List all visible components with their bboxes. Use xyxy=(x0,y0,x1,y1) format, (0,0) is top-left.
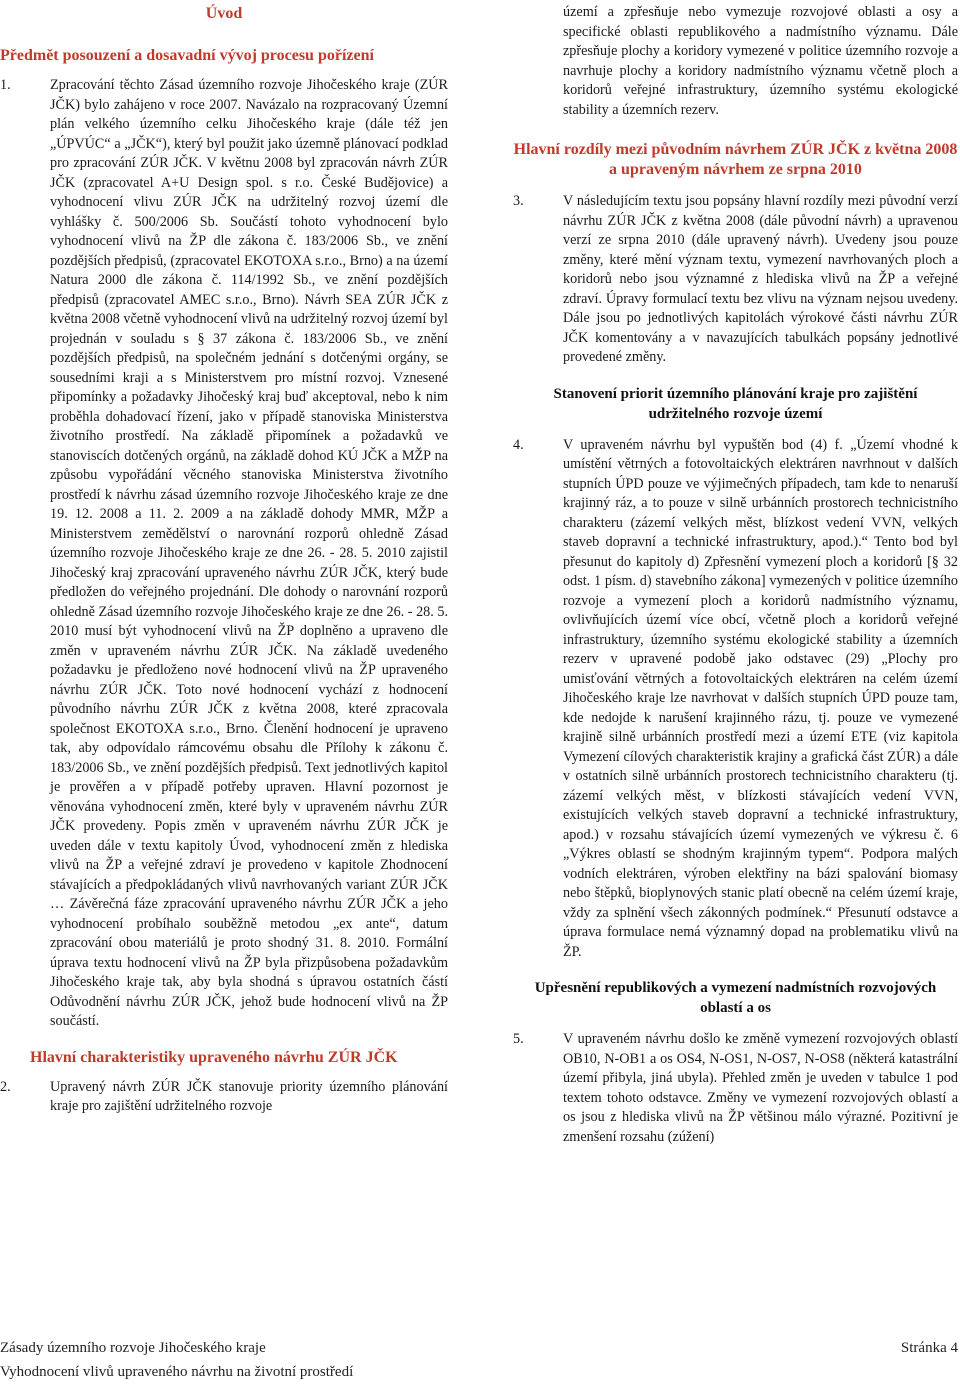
page-footer-subtitle xyxy=(0,1364,958,1381)
paragraph-text: V upraveném návrhu byl vypuštěn bod (4) f. „Území vhodné k umístění větrných a fotovoltaických elektráren navrhnout v dalších stupních ÚPD pouze ve výjimečných případech, tam kde to nenaruší krajinný ráz, a to pouze v silně urbánních prostorech technicistního charakteru (zázemí velkých měst, blízkost vedení VVN, velkých staveb dopravní a technické infrastruktury, apod.).“ Tento bod byl přesunut do kapitoly d) Zpřesnění vymezení ploch a koridorů [§ 32 odst. 1 písm. d) stavebního zákona] vymezených v politice územního rozvoje a vymezení ploch a koridorů nadmístního významu, ovlivňujících území více obcí, včetně ploch a koridorů veřejné infrastruktury, územního systému ekologické stability a územních rezerv v upravené podobě jako odstavec (29) „Plochy pro umisťování větrných a fotovoltaických elektráren na celém území Jihočeského kraje lze navrhovat v dalších stupních ÚPD pouze tam, kde nedojde k narušení krajinného rázu, tj. pouze ve vymezené krajině silně urbánních prostředí mezi a území ETE (viz kapitola Vymezení cílových charakteristik krajiny a grafická část ZÚR) a dále v ostatních silně urbánních prostorech technicistního charakteru (tj. zázemí velkých měst, v blízkosti stávajících vedení VVN, existujících velkých staveb dopravní a technické infrastruktury, apod.) v rozsahu stávajících území vymezených ve výkresu č. 6 „Výkres oblastí se shodným krajinným typem“. Podpora malých vodních elektráren, výroben elektřiny na bázi spalování biomasy nebo štěpků, bioplynových stanic platí obecně na celém území kraje, vždy za splnění všech zákonných podmínek.“ Přesunutí odstavce a úprava formulace nemá významný dopad na problematiku vlivů na ŽP. xyxy=(563,436,958,960)
paragraph-1 xyxy=(0,76,448,1032)
right-column xyxy=(513,0,958,1147)
paragraph-number: 2. xyxy=(0,1078,11,1095)
paragraph-number: 4. xyxy=(513,436,524,453)
paragraph-number: 5. xyxy=(513,1031,524,1047)
section-heading-differences: Hlavní rozdíly mezi původním návrhem ZÚR JČK z května 2008 a upraveným návrhem ze srpna 2010 xyxy=(513,141,958,178)
section-heading-characteristics: Hlavní charakteristiky upraveného návrhu ZÚR JČK xyxy=(30,1048,398,1066)
paragraph-5 xyxy=(513,1030,958,1147)
section-heading-subject: Předmět posouzení a dosavadní vývoj procesu pořízení xyxy=(0,47,374,64)
section-heading-development-areas: Upřesnění republikových a vymezení nadmístních rozvojových oblastí a os xyxy=(534,980,937,1016)
paragraph-number: 1. xyxy=(0,77,11,93)
footer-document-title: Zásady územního rozvoje Jihočeského kraje xyxy=(0,1340,266,1356)
paragraph-3 xyxy=(513,192,958,368)
page-number: Stránka 4 xyxy=(900,1340,958,1356)
paragraph-4 xyxy=(513,436,958,963)
paragraph-text: Zpracování těchto Zásad územního rozvoje Jihočeského kraje (ZÚR JČK) bylo zahájeno v roce 2007. Navázalo na rozpracovaný Územní plán velkého územního celku Jihočeského kraje (dále též jen „ÚPVÚC“ a „JČK“), který byl použit jako územně plánovací podklad pro zpracování ZÚR JČK. V květnu 2008 byl zpracován návrh ZÚR JČK (zpracovatel A+U Design spol. s r.o. České Budějovice) a vyhodnocení vlivu ZÚR JČK na udržitelný rozvoj území dle vyhlášky č. 500/2006 Sb. Součástí tohoto vyhodnocení bylo vyhodnocení vlivů na ŽP dle zákona č. 183/2006 Sb., ve znění pozdějších předpisů, (zpracovatel EKOTOXA s.r.o., Brno) a na území Natura 2000 dle zákona č. 114/1992 Sb., ve znění pozdějších předpisů (zpracovatel AMEC s.r.o., Brno). Návrh SEA ZÚR JČK z května 2008 včetně vyhodnocení vlivů na udržitelný rozvoj území byl projednán v souladu s § 37 zákona č. 183/2006 Sb., ve znění pozdějších předpisů, na společném jednání s dotčenými orgány, se sousedními kraji a s Ministerstvem pro místní rozvoj. Vznesené připomínky a požadavky Jihočeský kraj buď akceptoval, nebo k nim proběhla dohadovací řízení, jako v případě stanoviska Ministerstva životního prostředí. Na základě připomínek a požadavků ve stanoviscích dotčených orgánů, na základě dohod KÚ JČK a MŽP na způsobu vypořádání věcného stanoviska Ministerstva životního prostředí k návrhu zásad územního rozvoje Jihočeského kraje ze dne 19. 12. 2008 a 11. 2. 2009 a na základě dohody MMR, MŽP a Ministerstvem zemědělství o narovnání rozporů ohledně Zásad územního rozvoje Jihočeského kraje ze dne 26. - 28. 5. 2010 zajistil Jihočeský kraj zpracování upraveného návrhu ZÚR JČK, který bude předložen do veřejného projednání. Dle dohody o narovnání rozporů ohledně Zásad územního rozvoje Jihočeského kraje ze dne 26. - 28. 5. 2010 musí být vyhodnocení vlivů na ŽP doplněno a upraveno dle změn v upraveném návrhu ZÚR JČK. Na základě uvedeného požadavku je předloženo nové hodnocení vlivů na ŽP upraveného návrhu ZÚR JČK. Toto nové hodnocení vychází z hodnocení původního návrhu ZÚR JČK z května 2008, které zpracovala společnost EKOTOXA s.r.o., Brno. Členění hodnocení je upraveno tak, aby odpovídalo rámcovému obsahu dle Přílohy k zákonu č. 183/2006 Sb., ve znění pozdějších předpisů. Text jednotlivých kapitol je prověřen a v případě potřeby upraven. Hlavní pozornost je věnována vyhodnocení změn, které byly v upraveném návrhu ZÚR JČK provedeny. Popis změn v upraveném návrhu ZÚR JČK je uveden dále v textu kapitoly Úvod, vyhodnocení změn z hlediska vlivů na ŽP a veřejné zdraví je provedeno v kapitole Zhodnocení stávajících a předpokládaných vlivů navrhovaných variant ZÚR JČK … Závěrečná fáze zpracování upraveného návrhu ZÚR JČK a jeho vyhodnocení probíhalo souběžně metodou „ex ante“, datum zpracování obou materiálů je proto shodný 31. 8. 2010. Formální úprava textu hodnocení vlivů na ŽP byla přizpůsobena požadavkům Jihočeského kraje tak, aby byla shodná s úpravou ostatních částí Odůvodnění návrhu ZÚR JČK, jehož bude hodnocení vlivů na ŽP součástí. xyxy=(50,77,448,1029)
paragraph-2 xyxy=(0,1078,448,1117)
intro-title: Úvod xyxy=(205,5,243,22)
paragraph-text: V upraveném návrhu došlo ke změně vymezení rozvojových oblastí OB10, N-OB1 a os OS4, N-OS1, N-OS7, N-OS8 (některá katastrální území přibyla, jiná ubyla). Přehled změn je uveden v tabulce 1 pod textem tohoto odstavce. Změny ve vymezení rozvojových oblastí a os jsou z hlediska vlivů na ŽP většinou málo výrazné. Pozitivní je zmenšení rozsahu (zúžení) xyxy=(563,1031,958,1145)
footer-document-subtitle: Vyhodnocení vlivů upraveného návrhu na životní prostředí xyxy=(0,1364,354,1380)
page-footer xyxy=(0,1340,958,1357)
paragraph-text: V následujícím textu jsou popsány hlavní rozdíly mezi původní verzí návrhu ZÚR JČK z května 2008 (dále původní návrh) a upravenou verzí ze srpna 2010 (dále upravený návrh). Uvedeny jsou pouze změny, které mění význam textu, vymezení navrhovaných ploch a koridorů nebo jsou významné z hlediska vlivů na ŽP a veřejné zdraví. Úpravy formulací textu bez vlivu na význam nejsou uvedeny. Dále jsou po jednotlivých kapitolách výrokové části návrhu ZÚR JČK komentovány a v navazujících tabulkách popsány jednotlivé provedené změny. xyxy=(563,193,958,365)
paragraph-text: Upravený návrh ZÚR JČK stanovuje priority územního plánování kraje pro zajištění udržitelného rozvoje xyxy=(50,1078,448,1114)
paragraph-2-continued xyxy=(513,3,958,120)
paragraph-number: 3. xyxy=(513,193,524,209)
paragraph-text: území a zpřesňuje nebo vymezuje rozvojové oblasti a osy a specifické oblasti republikového a nadmístního významu. Dále zpřesňuje plochy a koridory vymezené v politice územního rozvoje a navrhuje plochy a koridory nadmístního významu včetně ploch a koridorů veřejné infrastruktury, územního systému ekologické stability a územních rezerv. xyxy=(563,4,958,118)
section-heading-priorities: Stanovení priorit územního plánování kraje pro zajištění udržitelného rozvoje území xyxy=(553,385,918,422)
left-column xyxy=(0,0,448,1117)
